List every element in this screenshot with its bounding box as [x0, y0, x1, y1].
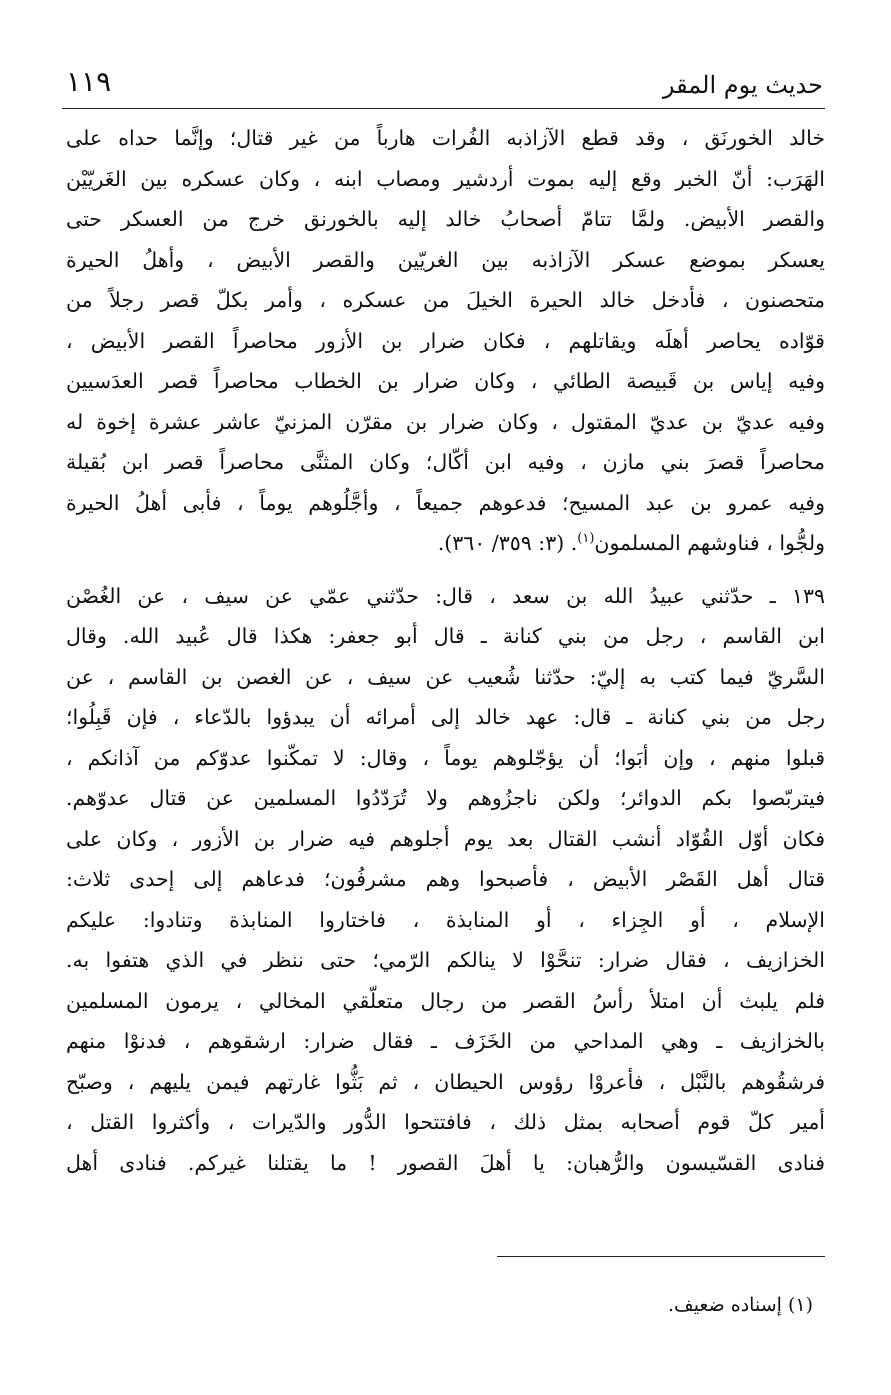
text-line: وفيه إياس بن قَبيصة الطائي ، وكان ضرار بن الخطاب محاصراً قصر العدَسيين [66, 369, 825, 393]
text-line: فيتربّصوا بكم الدوائر؛ ولكن ناجزُوهم ولا تُرَدّدُوا المسلمين عن قتال عدوّهم. [66, 786, 825, 810]
body-text [66, 118, 825, 1183]
text-line: قوّاده يحاصر أهلَه ويقاتلهم ، فكان ضرار بن الأزور محاصراً القصر الأبيض ، [66, 328, 825, 353]
footnote: (١) إسناده ضعيف. [667, 1294, 813, 1316]
text-line: الخزازيف ، فقال ضرار: تنحَّوْا لا ينالكم الرّمي؛ حتى ننظر في الذي هتفوا به. [66, 948, 825, 972]
text-line: رجل من بني كنانة ـ قال: عهد خالد إلى أمرائه أن يبدؤوا بالدّعاء ، فإن قَبِلُوا؛ [66, 705, 825, 729]
text-line: يعسكر بموضع عسكر الآزاذبه بين الغريّين والقصر الأبيض ، وأهلُ الحيرة [66, 247, 825, 272]
text-line: والقصر الأبيض. ولمَّا تتامّ أصحابُ خالد إليه بالخورنق خرج من العسكر حتى [66, 207, 825, 231]
text-line-last [66, 523, 825, 564]
text-line: وفيه عمرو بن عبد المسيح؛ فدعوهم جميعاً ، وأجَّلُوهم يوماً ، فأبى أهلُ الحيرة [66, 490, 825, 515]
last-line-text: ولجُّوا ، فناوشهم المسلمون [594, 531, 825, 555]
text-line: محاصراً قصرَ بني مازن ، وفيه ابن أكّال؛ وكان المثنَّى محاصراً قصر ابن بُقيلة [66, 450, 825, 474]
text-line: السَّريّ فيما كتب به إليّ: حدّثنا شُعيب عن سيف ، عن الغصن بن القاسم ، عن [66, 664, 825, 689]
text-line: بالخزازيف ـ وهي المداحي من الخَزَف ـ فقال ضرار: ارشقوهم ، فدنوْا منهم [66, 1029, 825, 1053]
text-line: الهَرَب: أنّ الخبر وقع إليه بموت أردشير ومصاب ابنه ، وكان عسكره بين الغَريّيْن [66, 166, 825, 191]
footnote-divider [497, 1256, 825, 1257]
paragraph-1 [66, 118, 825, 564]
text-line: فنادى القسّيسون والرُّهبان: يا أهلَ القصور ! ما يقتلنا غيركم. فنادى أهل [66, 1150, 825, 1175]
text-line: فلم يلبث أن امتلأ رأسُ القصر من رجال متعلّقي المخالي ، يرمون المسلمين [66, 988, 825, 1013]
text-line: متحصنون ، فأدخل خالد الحيرة الخيلَ من عسكره ، وأمر بكلّ قصر رجلاً من [66, 288, 825, 312]
text-line: قتال أهل القَصْر الأبيض ، فأصبحوا وهم مشرفُون؛ فدعاهم إلى إحدى ثلاث: [66, 867, 825, 891]
text-line: خالد الخورنَق ، وقد قطع الآزاذبه الفُرات هارباً من غير قتال؛ وإنَّما حداه على [66, 126, 825, 150]
text-line: ١٣٩ ـ حدّثني عبيدُ الله بن سعد ، قال: حدّثني عمّي عن سيف ، عن الغُصْن [66, 583, 825, 608]
page-header [62, 58, 825, 109]
text-line: ابن القاسم ، رجل من بني كنانة ـ قال أبو جعفر: هكذا قال عُبيد الله. وقال [66, 624, 825, 648]
running-title: حديث يوم المقر [662, 71, 823, 99]
paragraph-gap [66, 564, 825, 576]
footnote-reference: (١) [577, 531, 595, 547]
text-line: قبلوا منهم ، وإن أبَوا؛ أن يؤجّلوهم يوماً ، وقال: لا تمكّنوا عدوّكم من آذانكم ، [66, 745, 825, 770]
citation: . (٣: ٣٥٩/ ٣٦٠). [437, 531, 578, 555]
text-line: فرشقُوهم بالنَّبْل ، فأعروْا رؤوس الحيطان ، ثم بَثُّوا غارتهم فيمن يليهم ، وصبّح [66, 1069, 825, 1094]
text-line: أمير كلّ قوم أصحابه بمثل ذلك ، فافتتحوا الدُّور والدّيرات ، وأكثروا القتل ، [66, 1110, 825, 1134]
text-line: فكان أوّل القُوّاد أنشب القتال بعد يوم أجلوهم فيه ضرار بن الأزور ، وكان على [66, 826, 825, 851]
page-number: ١١٩ [66, 65, 112, 98]
paragraph-2 [66, 576, 825, 1184]
text-line: وفيه عديّ بن عديّ المقتول ، وكان ضرار بن مقرّن المزنيّ عاشر عشرة إخوة له [66, 409, 825, 434]
text-line: الإسلام ، أو الجِزاء ، أو المنابذة ، فاختاروا المنابذة وتنادوا: عليكم [66, 907, 825, 932]
